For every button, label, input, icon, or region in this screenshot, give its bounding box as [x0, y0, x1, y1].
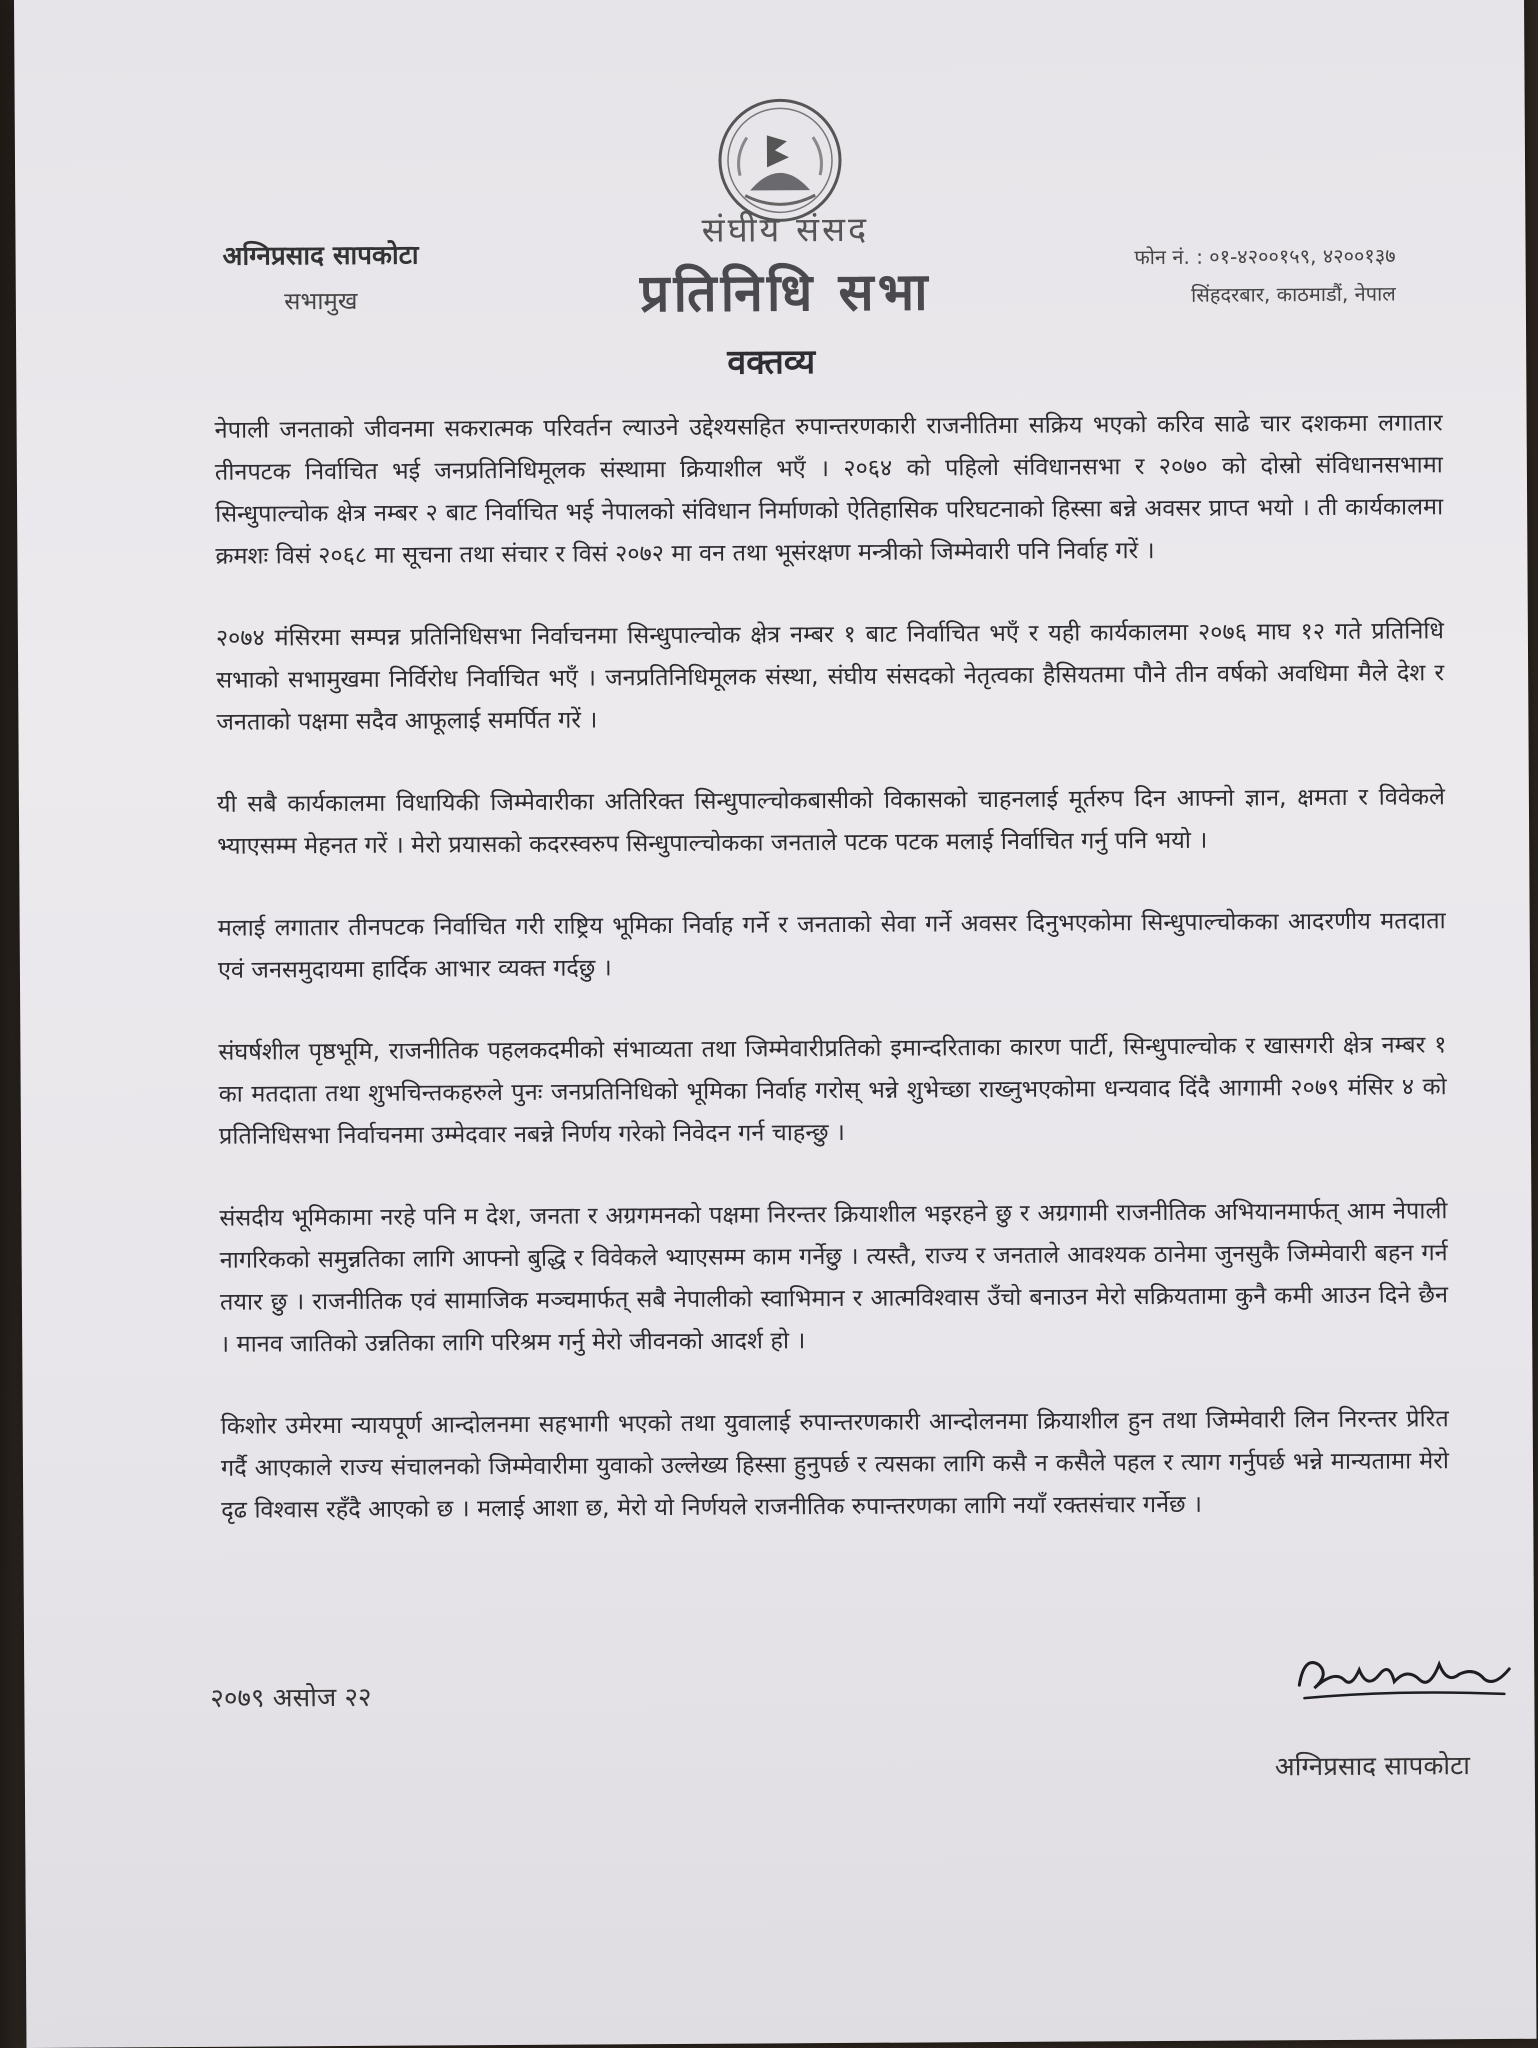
- speaker-name: अग्निप्रसाद सापकोटा: [222, 240, 419, 272]
- paragraph: मलाई लगातार तीनपटक निर्वाचित गरी राष्ट्रिय भूमिका निर्वाह गर्ने र जनताको सेवा गर्ने अवसर दिनुभएकोमा सिन्धुपाल्चोकका आदरणीय मतदाता एवं जनसमुदायमा हार्दिक आभार व्यक्त गर्दछु ।: [217, 906, 1446, 984]
- signature: [1289, 1639, 1519, 1710]
- letterhead-center: [575, 204, 996, 328]
- signer-name: अग्निप्रसाद सापकोटा: [1274, 1751, 1471, 1783]
- phone-number: फोन नं. : ०१-४२००१५९, ४२००१३७: [1134, 243, 1396, 270]
- speaker-role: सभामुख: [284, 286, 358, 316]
- document-title: वक्तव्य: [727, 342, 816, 383]
- paragraph: यी सबै कार्यकालमा विधायिकी जिम्मेवारीका अतिरिक्त सिन्धुपाल्चोकबासीको विकासको चाहनलाई मूर्तरुप दिन आफ्नो ज्ञान, क्षमता र विवेकले भ्याएसम्म मेहनत गरें । मेरो प्रयासको कदरस्वरुप सिन्धुपाल्चोकका जनताले पटक पटक मलाई निर्वाचित गर्नु पनि भयो ।: [216, 782, 1445, 860]
- letterhead-right: [1075, 237, 1395, 315]
- house-name: प्रतिनिधि सभा: [639, 262, 932, 325]
- letter-page: [14, 0, 1536, 2048]
- paragraph: संसदीय भूमिकामा नरहे पनि म देश, जनता र अग्रगमनको पक्षमा निरन्तर क्रियाशील भइरहने छु र अग्रगामी राजनीतिक अभियानमार्फत् आम नेपाली नागरिकको समुन्नतिका लागि आफ्नो बुद्धि र विवेकले भ्याएसम्म काम गर्नेछु । त्यस्तै, राज्य र जनताले आवश्यक ठानेमा जुनसुकै जिम्मेवारी बहन गर्न तयार छु । राजनीतिक एवं सामाजिक मञ्चमार्फत् सबै नेपालीको स्वाभिमान र आत्मविश्वास उँचो बनाउन मेरो सक्रियतामा कुनै कमी आउन दिने छैन । मानव जातिको उन्नतिका लागि परिश्रम गर्नु मेरो जीवनको आदर्श हो ।: [219, 1196, 1449, 1358]
- paragraph: २०७४ मंसिरमा सम्पन्न प्रतिनिधिसभा निर्वाचनमा सिन्धुपाल्चोक क्षेत्र नम्बर १ बाट निर्वाचित भएँ र यही कार्यकालमा २०७६ माघ १२ गते प्रतिनिधि सभाको सभामुखमा निर्विरोध निर्वाचित भएँ । जनप्रतिनिधिमूलक संस्था, संघीय संसदको नेतृत्वका हैसियतमा पौने तीन वर्षको अवधिमा मैले देश र जनताको पक्षमा सदैव आफूलाई समर्पित गरें ।: [215, 616, 1445, 736]
- statement-body: [215, 401, 1450, 1570]
- paragraph: संघर्षशील पृष्ठभूमि, राजनीतिक पहलकदमीको संभाव्यता तथा जिम्मेवारीप्रतिको इमान्दरिताका कारण पार्टी, सिन्धुपाल्चोक र खासगरी क्षेत्र नम्बर १ का मतदाता तथा शुभचिन्तकहरुले पुनः जनप्रतिनिधिको भूमिका निर्वाह गरोस् भन्ने शुभेच्छा राख्नुभएकोमा धन्यवाद दिंदै आगामी २०७९ मंसिर ४ को प्रतिनिधिसभा निर्वाचनमा उम्मेदवार नबन्ने निर्णय गरेको निवेदन गर्न चाहन्छु ।: [218, 1030, 1447, 1150]
- letterhead-left: [175, 235, 465, 318]
- paragraph: किशोर उमेरमा न्यायपूर्ण आन्दोलनमा सहभागी भएको तथा युवालाई रुपान्तरणकारी आन्दोलनमा क्रियाशील हुन तथा जिम्मेवारी लिन निरन्तर प्रेरित गर्दै आएकाले राज्य संचालनको जिम्मेवारीमा युवाको उल्लेख्य हिस्सा हुनुपर्छ र त्यसका लागि कसै न कसैले पहल र त्याग गर्नुपर्छ भन्ने मान्यतामा मेरो दृढ विश्वास रहँदै आएको छ । मलाई आशा छ, मेरो यो निर्णयले राजनीतिक रुपान्तरणका लागि नयाँ रक्तसंचार गर्नेछ ।: [220, 1404, 1450, 1524]
- address: सिंहदरबार, काठमाडौं, नेपाल: [1191, 281, 1396, 307]
- parliament-name: संघीय संसद: [701, 209, 870, 251]
- paragraph: नेपाली जनताको जीवनमा सकरात्मक परिवर्तन ल्याउने उद्देश्यसहित रुपान्तरणकारी राजनीतिमा सक्रिय भएको करिव साढे चार दशकमा लगातार तीनपटक निर्वाचित भई जनप्रतिनिधिमूलक संस्थामा क्रियाशील भएँ । २०६४ को पहिलो संविधानसभा र २०७० को दोस्रो संविधानसभामा सिन्धुपाल्चोक क्षेत्र नम्बर २ बाट निर्वाचित भई नेपालको संविधान निर्माणको ऐतिहासिक परिघटनाको हिस्सा बन्ने अवसर प्राप्त भयो । ती कार्यकालमा क्रमशः विसं २०६८ मा सूचना तथा संचार र विसं २०७२ मा वन तथा भूसंरक्षण मन्त्रीको जिम्मेवारी पनि निर्वाह गरें ।: [214, 408, 1444, 570]
- date: २०७९ असोज २२: [210, 1682, 372, 1714]
